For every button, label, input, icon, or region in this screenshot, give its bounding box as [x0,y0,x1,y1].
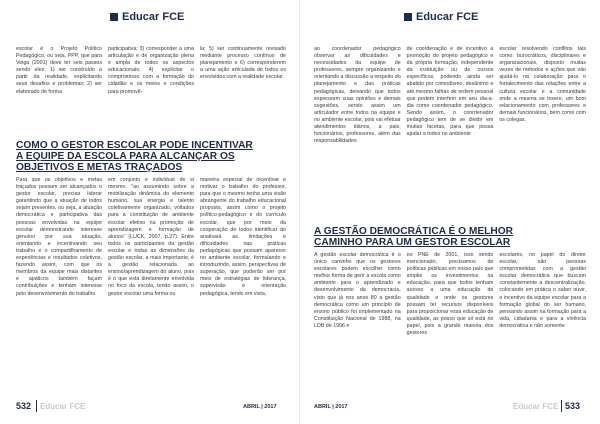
magazine-title: Educar FCE [416,11,479,23]
page-number: 532 [16,401,32,411]
left-bottom-columns [16,177,286,298]
section-heading [16,140,286,173]
page-number: 533 [565,401,581,411]
footer-magazine: Educar FCE [513,402,559,411]
text-column: escolares, no papel do diretor escolar, são pessoas comprometidas com a gestão escolar democrática que buscam constantemente a descentralização, colocando em prática o saber ouvir, o incentivo da equipe escolar para a formação global do ser humano, pensando assim na formação para a vida, cidadania e para a vivência democrática e não somente [499,252,587,329]
right-bottom-columns [314,252,586,337]
text-column: no PNE de 2001, isso sendo mencionado, precisamos de políticas públicas em nosso país que amplie os investimentos na educação, para que todos tenham acesso a uma educação de qualidade e onde os gestores possam ter recursos disponíveis para proporcionar essa educação de qualidade, as posso que só está no papel, pois a grande maioria dos gestores [406,252,494,337]
magazine-header [404,11,478,23]
heading-line: A EQUIPE DA ESCOLA PARA ALCANÇAR OS [16,151,235,162]
text-column: maneira especial de incentivar e motivar o trabalho do professor, para que o mesmo tenha uma visão abrangente do trabalho educacional proposto, assim como o projeto político-pedagógico e do currículo escolar, que por meio da cooperação de todos identificar ão analisará as limitações e dificuldades nas práticas pedagógicas que possam aparecer no ambiente escolar, formulando e introduzindo, assim, perspectivas de superação, que poderão ser por meio de estratégias de liderança, supervisão e orientação pedagógica, tendo em vista, [200,177,286,297]
footer-divider [561,400,562,412]
section-heading [314,226,586,248]
text-column: Para que os objetivos e metas traçados possam ser alcançados o gestor escolar, precisa liderar garantindo que a atuação de todos sejam presentes, ou seja, a atuação democrática e participativa das pessoas envolvidas na equipe escolar demonstrando interesse genuíno por sua atuação, orientando e incentivando seu trabalho e o compartilhamento de experiências e resultados coletivos, fazendo assim, com que os membros da equipe mais distantes e apáticos também façam contribuições e tenham interesse pelo desenvolvimento do trabalho [16,177,102,297]
right-page [300,0,600,424]
heading-line: CAMINHO PARA UM GESTOR ESCOLAR [314,237,511,248]
magazine-title: Educar FCE [122,11,185,23]
footer-divider [36,400,37,412]
square-bullet-icon [110,13,118,21]
magazine-header [110,11,184,23]
text-column: escolar resolvendo conflitos tais como: burocráticos, disciplinares e organizacionais, disposto muitas vezes de métodos e ações que vão ajudá-lo na colaboração para o fortalecimento das relações entre a cultura escolar e a comunidade onde a mesma se insere, um bom relacionamento com professores e demais funcionários, bem como com os colegas. [499,46,587,123]
heading-line: COMO O GESTOR ESCOLAR PODE INCENTIVAR [16,140,253,151]
right-top-columns [314,46,586,145]
heading-line: A GESTÃO DEMOCRÁTICA É O MELHOR [314,226,514,237]
footer-magazine: Educar FCE [40,402,86,411]
text-column: la; 5) ser continuamente revisado mediante processo contínuo de planejamento e 6) corresponderem a uma ação articulada de todos os envolvidos com a realidade escolar. [200,46,286,81]
text-column: participativa; 3) corresponder a uma articulação e de organização plena e ampla de todos os aspectos educacionais; 4) explicitar o compromisso com a formação do cidadão e os meios e condições para promovê- [108,46,194,95]
text-column: em conjunto e individual de si mesmo, "ao assumindo sobre a mobilização dinâmica do elemento humano, sua energia e talento coletivamente organizado, voltados para a constituição de ambiente escolar efetivo na promoção de aprendizagem e formação de alunos" (LUCK, 2007, p.27). Entre todos os participantes da gestão escolar e todas as dimensões da gestão escolar, a mais importante, é a gestão relacionada ao ensino/aprendizagem do aluno, pois é o que está diretamente envolvida no foco da escola, tendo assim, o gestor escolar uma forma ou [108,177,194,297]
heading-line: OBJETIVOS E METAS TRAÇADOS [16,162,183,173]
footer-issue: ABRIL | 2017 [314,404,348,410]
left-top-columns [16,46,286,96]
text-column: escolar é o Projeto Político Pedagógico, ou seja, PPP, que para Veiga (2001) deve ter seis passos sendo eles: 1) ser construído a partir da realidade, explicitando seus desafios e problemas; 2) ser elaborado de forma [16,46,102,95]
square-bullet-icon [404,13,412,21]
text-column: ao coordenador pedagógico observar as dificuldades e necessidades da equipe de professores, sempre organizando e orientando a discussão a respeito do planejamento e das práticas pedagógicas, deixando que todos expressem suas opiniões e demais sugestões, sendo assim um articulador entre todos na equipe e no ambiente escolar, pois vai efetuar atendimentos diários, a pais, funcionários, professores, além das responsabilidades [314,46,401,145]
text-column: A gestão escolar democrática é o único caminho que os gestores escolares podem escolher como melhor forma de gerir a escola como ambiente para o aprendizado e desenvolvimento da democracia, visto que já nos anos 80 a gestão democrática como um princípio de ensino público foi implementado na Constituição Nacional de 1988, na LDB de 1996 e [314,252,401,329]
text-column: de coordenação e de incentivo a promoção do projeto pedagógico e da própria formação, independente da instituição ou de cursos específicos, podendo ainda ser abatido por comodismo, desânimo e até mesmo falhas de ordem pessoal que podem interferir em seu dia-a-dia como coordenador pedagógico. Sendo assim, o coordenador pedagógico tem de se dividir em muitas facetas, para que possa ajudar a todos no ambiente [406,46,494,138]
footer-issue: ABRIL | 2017 [243,404,277,410]
